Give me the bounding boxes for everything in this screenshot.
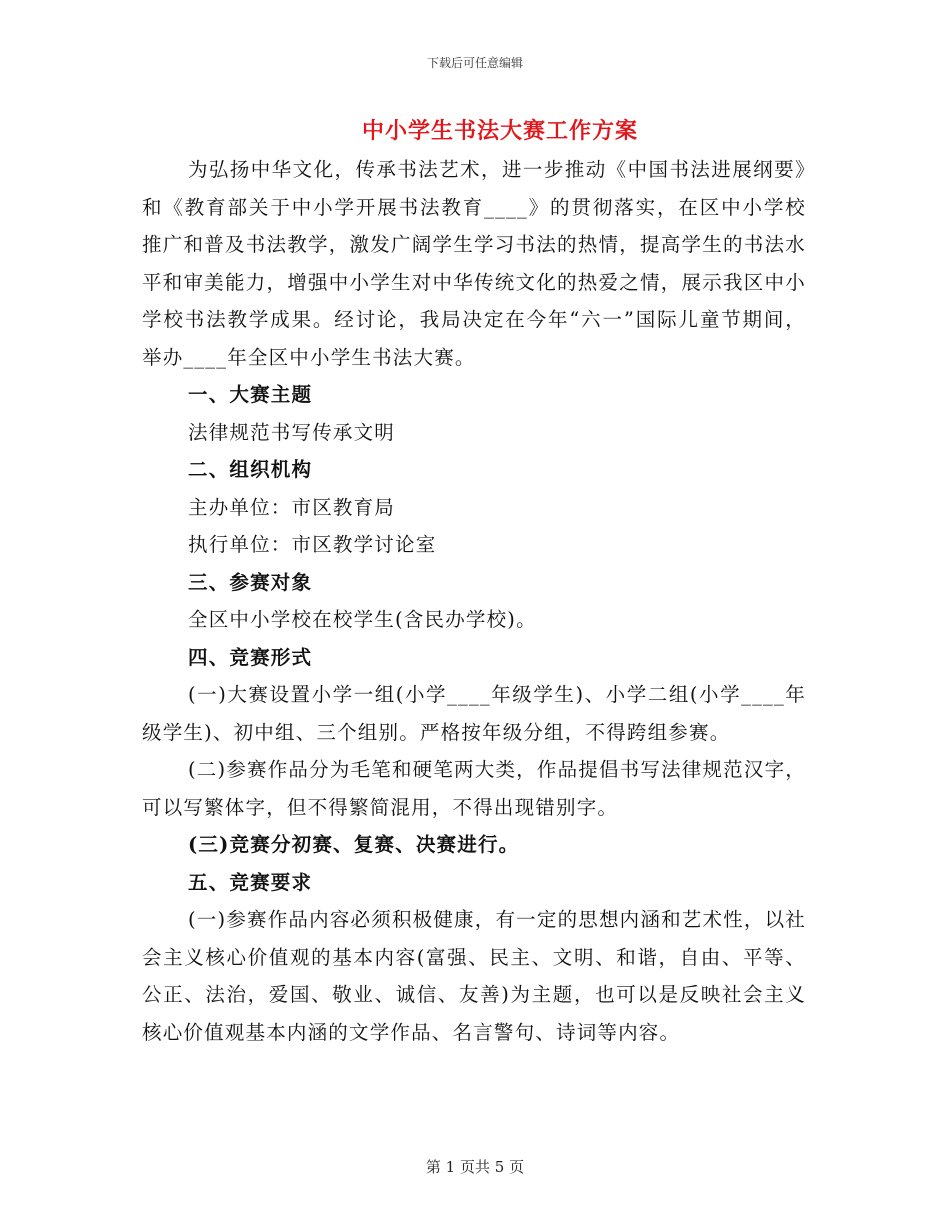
section-heading-requirements: 五、竞赛要求	[188, 870, 313, 894]
format-item-2: (二)参赛作品分为毛笔和硬笔两大类，作品提倡书写法律规范汉字，可以写繁体字，但不得繁简混用，不得出现错别字。	[142, 758, 806, 819]
section-heading-theme: 一、大赛主题	[188, 383, 313, 406]
participants-text: 全区中小学校在校学生(含民办学校)。	[188, 608, 537, 631]
section-heading-organization: 二、组织机构	[188, 458, 313, 481]
document-body	[142, 151, 806, 1051]
format-item-3: (三)竞赛分初赛、复赛、决赛进行。	[188, 833, 520, 856]
page-indicator: 第 1 页共 5 页	[425, 1158, 525, 1176]
requirements-item-1: (一)参赛作品内容必须积极健康，有一定的思想内涵和艺术性，以社会主义核心价值观的基本内容(富强、民主、文明、和谐，自由、平等、公正、法治，爱国、敬业、诚信、友善)为主题，也可以是反映社会主义核心价值观基本内涵的文学作品、名言警句、诗词等内容。	[142, 908, 806, 1044]
executor-text: 执行单位：市区教学讨论室	[188, 533, 437, 556]
section-heading-participants: 三、参赛对象	[188, 570, 313, 594]
format-item-1: (一)大赛设置小学一组(小学____年级学生)、小学二组(小学____年级学生)、初中组、三个组别。严格按年级分组，不得跨组参赛。	[142, 683, 806, 744]
section-heading-format: 四、竞赛形式	[188, 645, 313, 669]
organizer-text: 主办单位：市区教育局	[188, 495, 396, 519]
intro-paragraph: 为弘扬中华文化，传承书法艺术，进一步推动《中国书法进展纲要》和《教育部关于中小学开展书法教育____》的贯彻落实，在区中小学校推广和普及书法教学，激发广阔学生学习书法的热情，提高学生的书法水平和审美能力，增强中小学生对中华传统文化的热爱之情，展示我区中小学校书法教学成果。经讨论，我局决定在今年“六一”国际儿童节期间，举办____年全区中小学生书法大赛。	[142, 158, 806, 369]
theme-text: 法律规范书写传承文明	[188, 420, 396, 444]
document-title: 中小学生书法大赛工作方案	[361, 118, 638, 144]
header-note: 下载后可任意编辑	[426, 56, 523, 70]
